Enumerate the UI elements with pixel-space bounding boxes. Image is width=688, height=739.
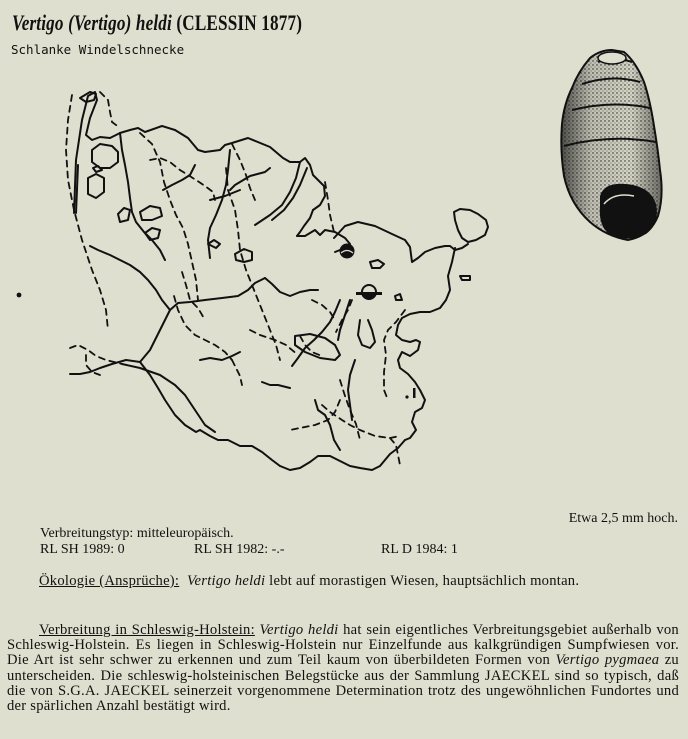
species-name: Vertigo (Vertigo) heldi <box>12 10 172 35</box>
red-list-d-1984: RL D 1984: 1 <box>381 542 458 557</box>
distribution-type: Verbreitungstyp: mitteleuropäisch. <box>40 526 234 541</box>
ecology-species: Vertigo heldi <box>187 573 266 589</box>
ecology-text: lebt auf morastigen Wiesen, hauptsächlich montan. <box>265 573 580 589</box>
ecology-heading: Ökologie (Ansprüche): <box>39 573 180 589</box>
distribution-species-2: Vertigo pygmaea <box>555 652 660 669</box>
shell-size-note: Etwa 2,5 mm hoch. <box>568 511 678 526</box>
distribution-species: Vertigo heldi <box>259 622 339 638</box>
distribution-heading: Verbreitung in Schleswig-Holstein: <box>39 622 255 638</box>
red-list-sh-1982: RL SH 1982: -.- <box>194 542 285 557</box>
species-author: (CLESSIN 1877) <box>176 10 303 35</box>
ecology-paragraph <box>7 574 679 589</box>
distribution-text-2: zu unterscheiden. Die schleswig-holsteinischen Belegstücke aus der Sammlung JAECKEL sind so typisch, daß die von S.G.A. JAECKEL seinerzeit vorgenommene Determination trotz des ungewöhnlichen Fundortes und der spärlichen Anzahl bestätigt wird. <box>7 652 679 715</box>
red-list-sh-1989: RL SH 1989: 0 <box>40 542 125 557</box>
shell-illustration <box>561 50 661 240</box>
distribution-paragraph <box>7 623 679 714</box>
common-name: Schlanke Windelschnecke <box>11 42 185 57</box>
distribution-text-1: hat sein eigentliches Verbreitungsgebiet außerhalb von Schleswig-Holstein. Es liegen in Schleswig-Holstein nur Einzelfunde aus kalkgründigen Sumpfwiesen vor. Die Art ist sehr schwer zu erkennen und zum Teil kaum von überbildeten Formen von <box>7 622 679 669</box>
